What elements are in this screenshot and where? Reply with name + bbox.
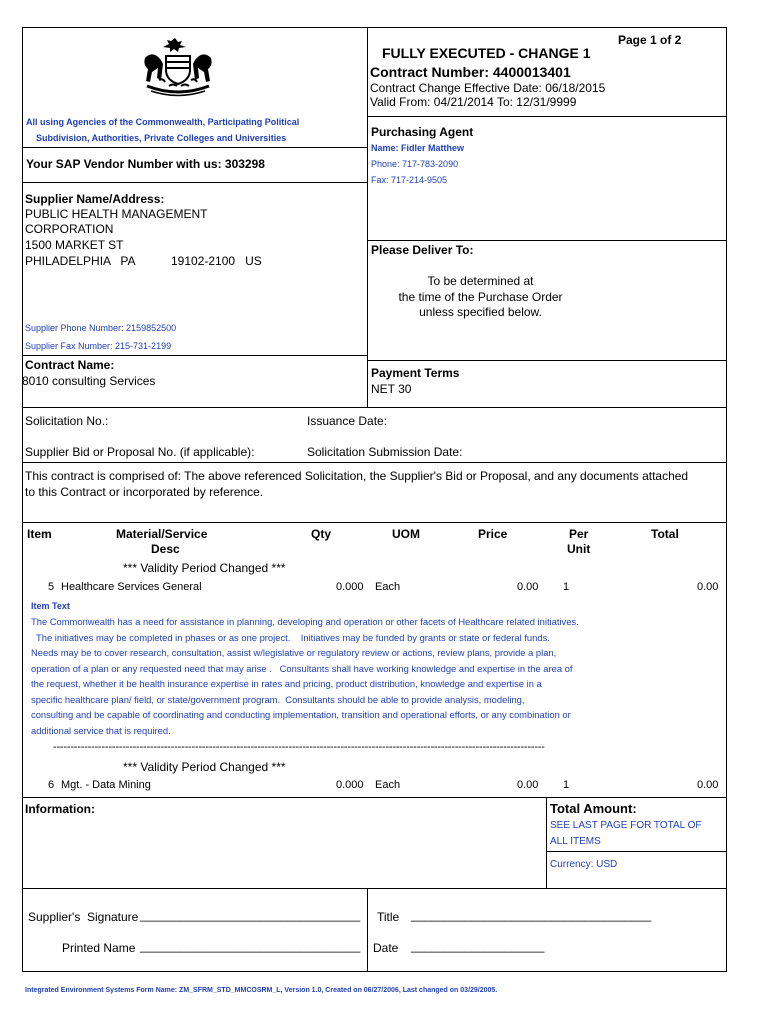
- item-number: 6: [48, 779, 55, 791]
- printed-name-label: Printed Name: [62, 941, 136, 955]
- item-price: 0.00: [517, 779, 539, 791]
- validity-changed-notice: *** Validity Period Changed ***: [123, 760, 286, 774]
- supplier-city-state: PHILADELPHIA PA: [25, 254, 136, 268]
- item-text-label: Item Text: [31, 601, 70, 611]
- page-indicator: Page 1 of 2: [618, 33, 682, 47]
- header-unit: Unit: [567, 542, 591, 556]
- item-text-line: operation of a plan or any requested need that may arise . Consultants shall have working knowledge and expertise in the area of: [31, 662, 573, 674]
- item-total: 0.00: [697, 581, 719, 593]
- supplier-signature-field[interactable]: _________________________________: [140, 908, 361, 922]
- total-amount-note-2: ALL ITEMS: [550, 836, 601, 847]
- contract-name-label: Contract Name:: [25, 358, 115, 372]
- document-status: FULLY EXECUTED - CHANGE 1: [382, 45, 591, 61]
- issuance-date: Issuance Date:: [307, 414, 388, 428]
- purchasing-agent-title: Purchasing Agent: [371, 125, 474, 139]
- item-text-line: consulting and be capable of coordinating and conducting implementation, transition and operational efforts, or any combination or: [31, 709, 571, 720]
- item-text-line: the request, whether it be health insurance expertise in rates and pricing, product distribution, knowledge and expertise in a: [31, 678, 542, 689]
- change-effective-date: Contract Change Effective Date: 06/18/2015: [370, 81, 606, 95]
- payment-terms-value: NET 30: [371, 382, 412, 396]
- header-material: Material/Service: [116, 527, 208, 541]
- commonwealth-seal-logo: [139, 36, 217, 98]
- supplier-label: Supplier Name/Address:: [25, 192, 165, 206]
- validity-changed-notice: *** Validity Period Changed ***: [123, 561, 286, 575]
- header-total: Total: [651, 527, 679, 541]
- supplier-phone: Supplier Phone Number: 2159852500: [25, 323, 177, 333]
- total-amount-note-1: SEE LAST PAGE FOR TOTAL OF: [550, 820, 702, 831]
- item-number: 5: [48, 581, 55, 593]
- title-field[interactable]: ____________________________________: [411, 908, 652, 922]
- contract-comprised-line-1: This contract is comprised of: The above referenced Solicitation, the Supplier's Bid or Proposal, and any documents attached: [25, 469, 689, 483]
- date-field[interactable]: ____________________: [411, 939, 545, 953]
- agencies-line-2: Subdivision, Authorities, Private Colleges and Universities: [36, 133, 287, 143]
- agencies-line-1: All using Agencies of the Commonwealth, Participating Political: [26, 117, 300, 127]
- deliver-to-line-2: the time of the Purchase Order: [398, 290, 563, 304]
- deliver-to-title: Please Deliver To:: [371, 243, 474, 257]
- item-description: Healthcare Services General: [61, 581, 202, 593]
- purchasing-agent-fax: Fax: 717-214-9505: [371, 175, 448, 185]
- supplier-bid-no: Supplier Bid or Proposal No. (if applicable):: [25, 445, 255, 459]
- contract-name-value: 8010 consulting Services: [22, 374, 156, 388]
- valid-dates: Valid From: 04/21/2014 To: 12/31/9999: [370, 95, 577, 109]
- item-description: Mgt. - Data Mining: [61, 779, 151, 791]
- solicitation-submission-date: Solicitation Submission Date:: [307, 445, 463, 459]
- item-text-line: The initiatives may be completed in phases or as one project. Initiatives may be funded by grants or state or federal funds.: [31, 631, 550, 643]
- total-amount-label: Total Amount:: [550, 801, 637, 816]
- supplier-address-line-3: 1500 MARKET ST: [25, 238, 124, 252]
- deliver-to-line-3: unless specified below.: [419, 305, 542, 319]
- item-text-line: The Commonwealth has a need for assistance in planning, developing and operation or other facets of Healthcare related initiatives.: [31, 616, 579, 627]
- date-label: Date: [373, 941, 399, 955]
- item-per-unit: 1: [563, 581, 570, 593]
- purchasing-agent-phone: Phone: 717-783-2090: [371, 159, 459, 169]
- header-uom: UOM: [392, 527, 420, 541]
- printed-name-field[interactable]: _________________________________: [140, 939, 361, 953]
- contract-number: Contract Number: 4400013401: [370, 64, 571, 80]
- sap-vendor-number: Your SAP Vendor Number with us: 303298: [26, 157, 265, 171]
- item-text-line: specific healthcare plan/ field, or state/government program. Consultants should be able to provide analysis, modeling,: [31, 693, 525, 705]
- item-uom: Each: [375, 779, 401, 791]
- purchasing-agent-name: Name: Fidler Matthew: [371, 143, 465, 153]
- solicitation-no: Solicitation No.:: [25, 414, 109, 428]
- information-label: Information:: [25, 802, 95, 816]
- title-label: Title: [377, 910, 400, 924]
- contract-comprised-line-2: to this Contract or incorporated by reference.: [25, 485, 264, 499]
- header-item: Item: [27, 527, 52, 541]
- item-text-body: [31, 614, 579, 738]
- currency: Currency: USD: [550, 859, 618, 870]
- header-price: Price: [478, 527, 508, 541]
- item-per-unit: 1: [563, 779, 570, 791]
- form-footer: Integrated Environment Systems Form Name: ZM_SFRM_STD_MMCOSRM_L, Version 1.0, Created on 06/27/2006, Last changed on 03/29/2005.: [25, 987, 498, 994]
- item-total: 0.00: [697, 779, 719, 791]
- deliver-to-line-1: To be determined at: [427, 274, 534, 288]
- supplier-address-line-1: PUBLIC HEALTH MANAGEMENT: [25, 207, 208, 221]
- supplier-address-line-2: CORPORATION: [25, 222, 114, 236]
- supplier-zip-country: 19102-2100 US: [171, 254, 262, 268]
- item-text-line: Needs may be to cover research, consultation, assist w/legislative or regulatory review or actions, review plans, provide a plan,: [31, 647, 557, 658]
- item-qty: 0.000: [336, 581, 364, 593]
- item-qty: 0.000: [336, 779, 364, 791]
- supplier-signature-label: Supplier's Signature: [28, 910, 139, 924]
- header-desc: Desc: [151, 542, 180, 556]
- item-uom: Each: [375, 581, 401, 593]
- header-qty: Qty: [311, 527, 332, 541]
- item-price: 0.00: [517, 581, 539, 593]
- item-text-line: additional service that is required.: [31, 724, 171, 736]
- supplier-fax: Supplier Fax Number: 215-731-2199: [25, 341, 172, 351]
- item-separator: ----------------------------------------------------------------------------------------------------------------------------------------------: [53, 741, 545, 753]
- header-per: Per: [569, 527, 589, 541]
- payment-terms-label: Payment Terms: [371, 366, 460, 380]
